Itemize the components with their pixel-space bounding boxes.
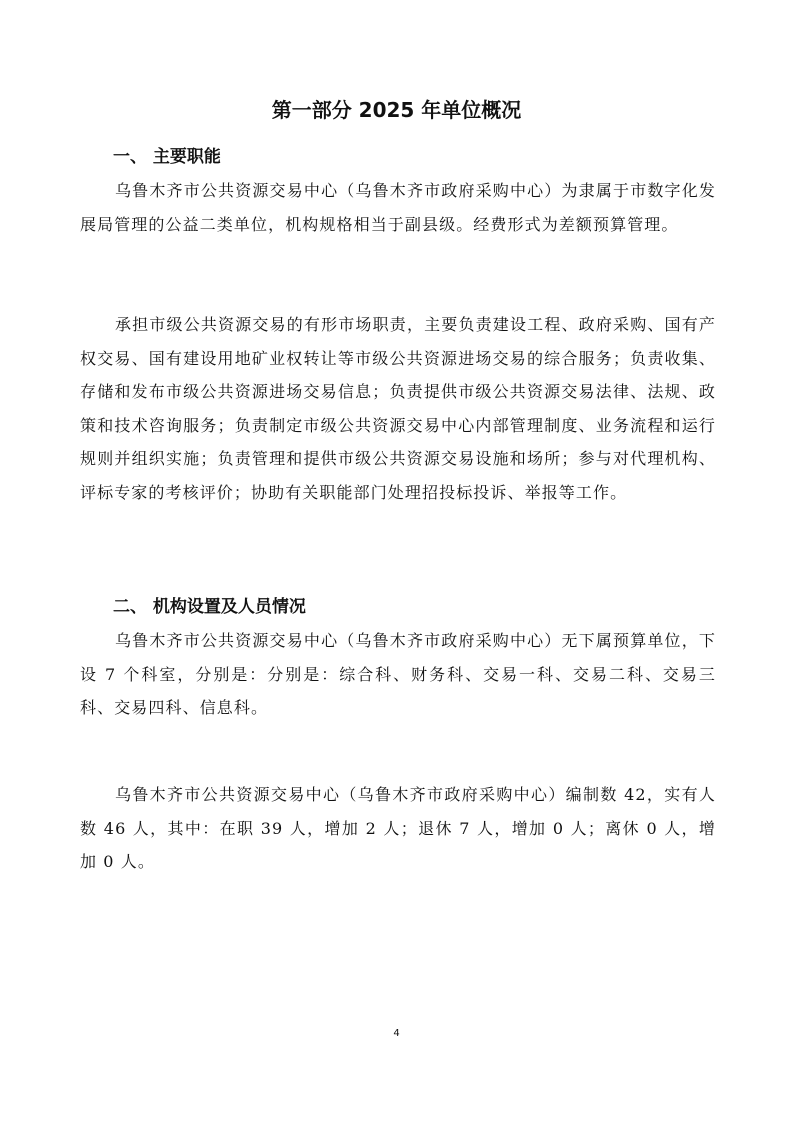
- paragraph-responsibilities: 承担市级公共资源交易的有形市场职责，主要负责建设工程、政府采购、国有产权交易、国有建设用地矿业权转让等市级公共资源进场交易的综合服务；负责收集、存储和发布市级公共资源进场交易信息；负责提供市级公共资源交易法律、法规、政策和技术咨询服务；负责制定市级公共资源交易中心内部管理制度、业务流程和运行规则并组织实施；负责管理和提供市级公共资源交易设施和场所；参与对代理机构、评标专家的考核评价；协助有关职能部门处理招投标投诉、举报等工作。: [80, 315, 716, 502]
- paragraph-unit-affiliation: 乌鲁木齐市公共资源交易中心（乌鲁木齐市政府采购中心）为隶属于市数字化发展局管理的公益二类单位，机构规格相当于副县级。经费形式为差额预算管理。: [80, 181, 716, 234]
- section-heading-organization-staffing: 二、 机构设置及人员情况: [113, 597, 306, 617]
- page-number: 4: [393, 1028, 400, 1039]
- paragraph-staffing: 乌鲁木齐市公共资源交易中心（乌鲁木齐市政府采购中心）编制数 42，实有人数 46 人，其中：在职 39 人，增加 2 人；退休 7 人，增加 0 人；离休 0 人，增加 0 人。: [80, 785, 716, 871]
- section-heading-main-functions: 一、 主要职能: [113, 147, 221, 167]
- page-title: 第一部分 2025 年单位概况: [271, 98, 522, 122]
- paragraph-departments: 乌鲁木齐市公共资源交易中心（乌鲁木齐市政府采购中心）无下属预算单位，下设 7 个科室，分别是：分别是：综合科、财务科、交易一科、交易二科、交易三科、交易四科、信息科。: [80, 631, 716, 717]
